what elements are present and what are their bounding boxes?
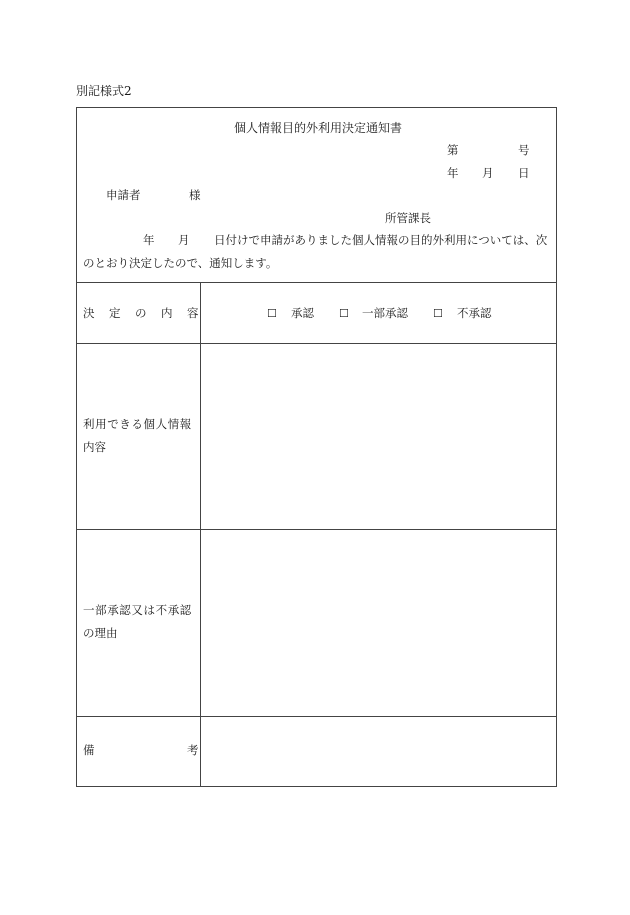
reason-label: 一部承認又は不承認 — [83, 603, 192, 617]
reason-label: の理由 — [83, 626, 118, 640]
usable-info-label: 利用できる個人情報 — [83, 417, 192, 431]
date-month: 月 — [482, 166, 494, 180]
row-divider — [77, 282, 556, 283]
date-year: 年 — [447, 166, 459, 180]
body-year: 年 — [143, 233, 155, 247]
decision-label-char: 定 — [109, 306, 121, 320]
decision-label-char: 容 — [187, 306, 199, 320]
number-go: 号 — [518, 143, 530, 157]
decision-label-char: 決 — [83, 306, 95, 320]
body-month: 月 — [178, 233, 190, 247]
body-line2: のとおり決定したので、通知します。 — [83, 256, 278, 270]
reject-checkbox[interactable]: ☐ — [433, 307, 443, 320]
reason-field[interactable] — [201, 530, 556, 715]
notice-form — [76, 107, 557, 787]
reject-label: 不承認 — [457, 306, 492, 320]
usable-info-field[interactable] — [201, 344, 556, 528]
partial-approve-label: 一部承認 — [362, 306, 408, 320]
remarks-label-char: 考 — [187, 743, 199, 757]
approve-checkbox[interactable]: ☐ — [267, 307, 277, 320]
date-day: 日 — [518, 166, 530, 180]
body-line1: 日付けで申請がありました個人情報の目的外利用については、次 — [214, 233, 548, 247]
decision-label-char: の — [135, 306, 147, 320]
issuer: 所管課長 — [385, 211, 431, 225]
usable-info-label: 内容 — [83, 440, 106, 454]
number-dai: 第 — [447, 143, 459, 157]
decision-label-char: 内 — [161, 306, 173, 320]
applicant-label: 申請者 — [106, 188, 141, 202]
remarks-label-char: 備 — [83, 743, 95, 757]
approve-label: 承認 — [291, 306, 314, 320]
form-title: 個人情報目的外利用決定通知書 — [234, 121, 403, 135]
applicant-honorific: 様 — [189, 188, 201, 202]
form-id: 別記様式2 — [76, 84, 132, 98]
partial-approve-checkbox[interactable]: ☐ — [339, 307, 349, 320]
remarks-field[interactable] — [201, 717, 556, 786]
